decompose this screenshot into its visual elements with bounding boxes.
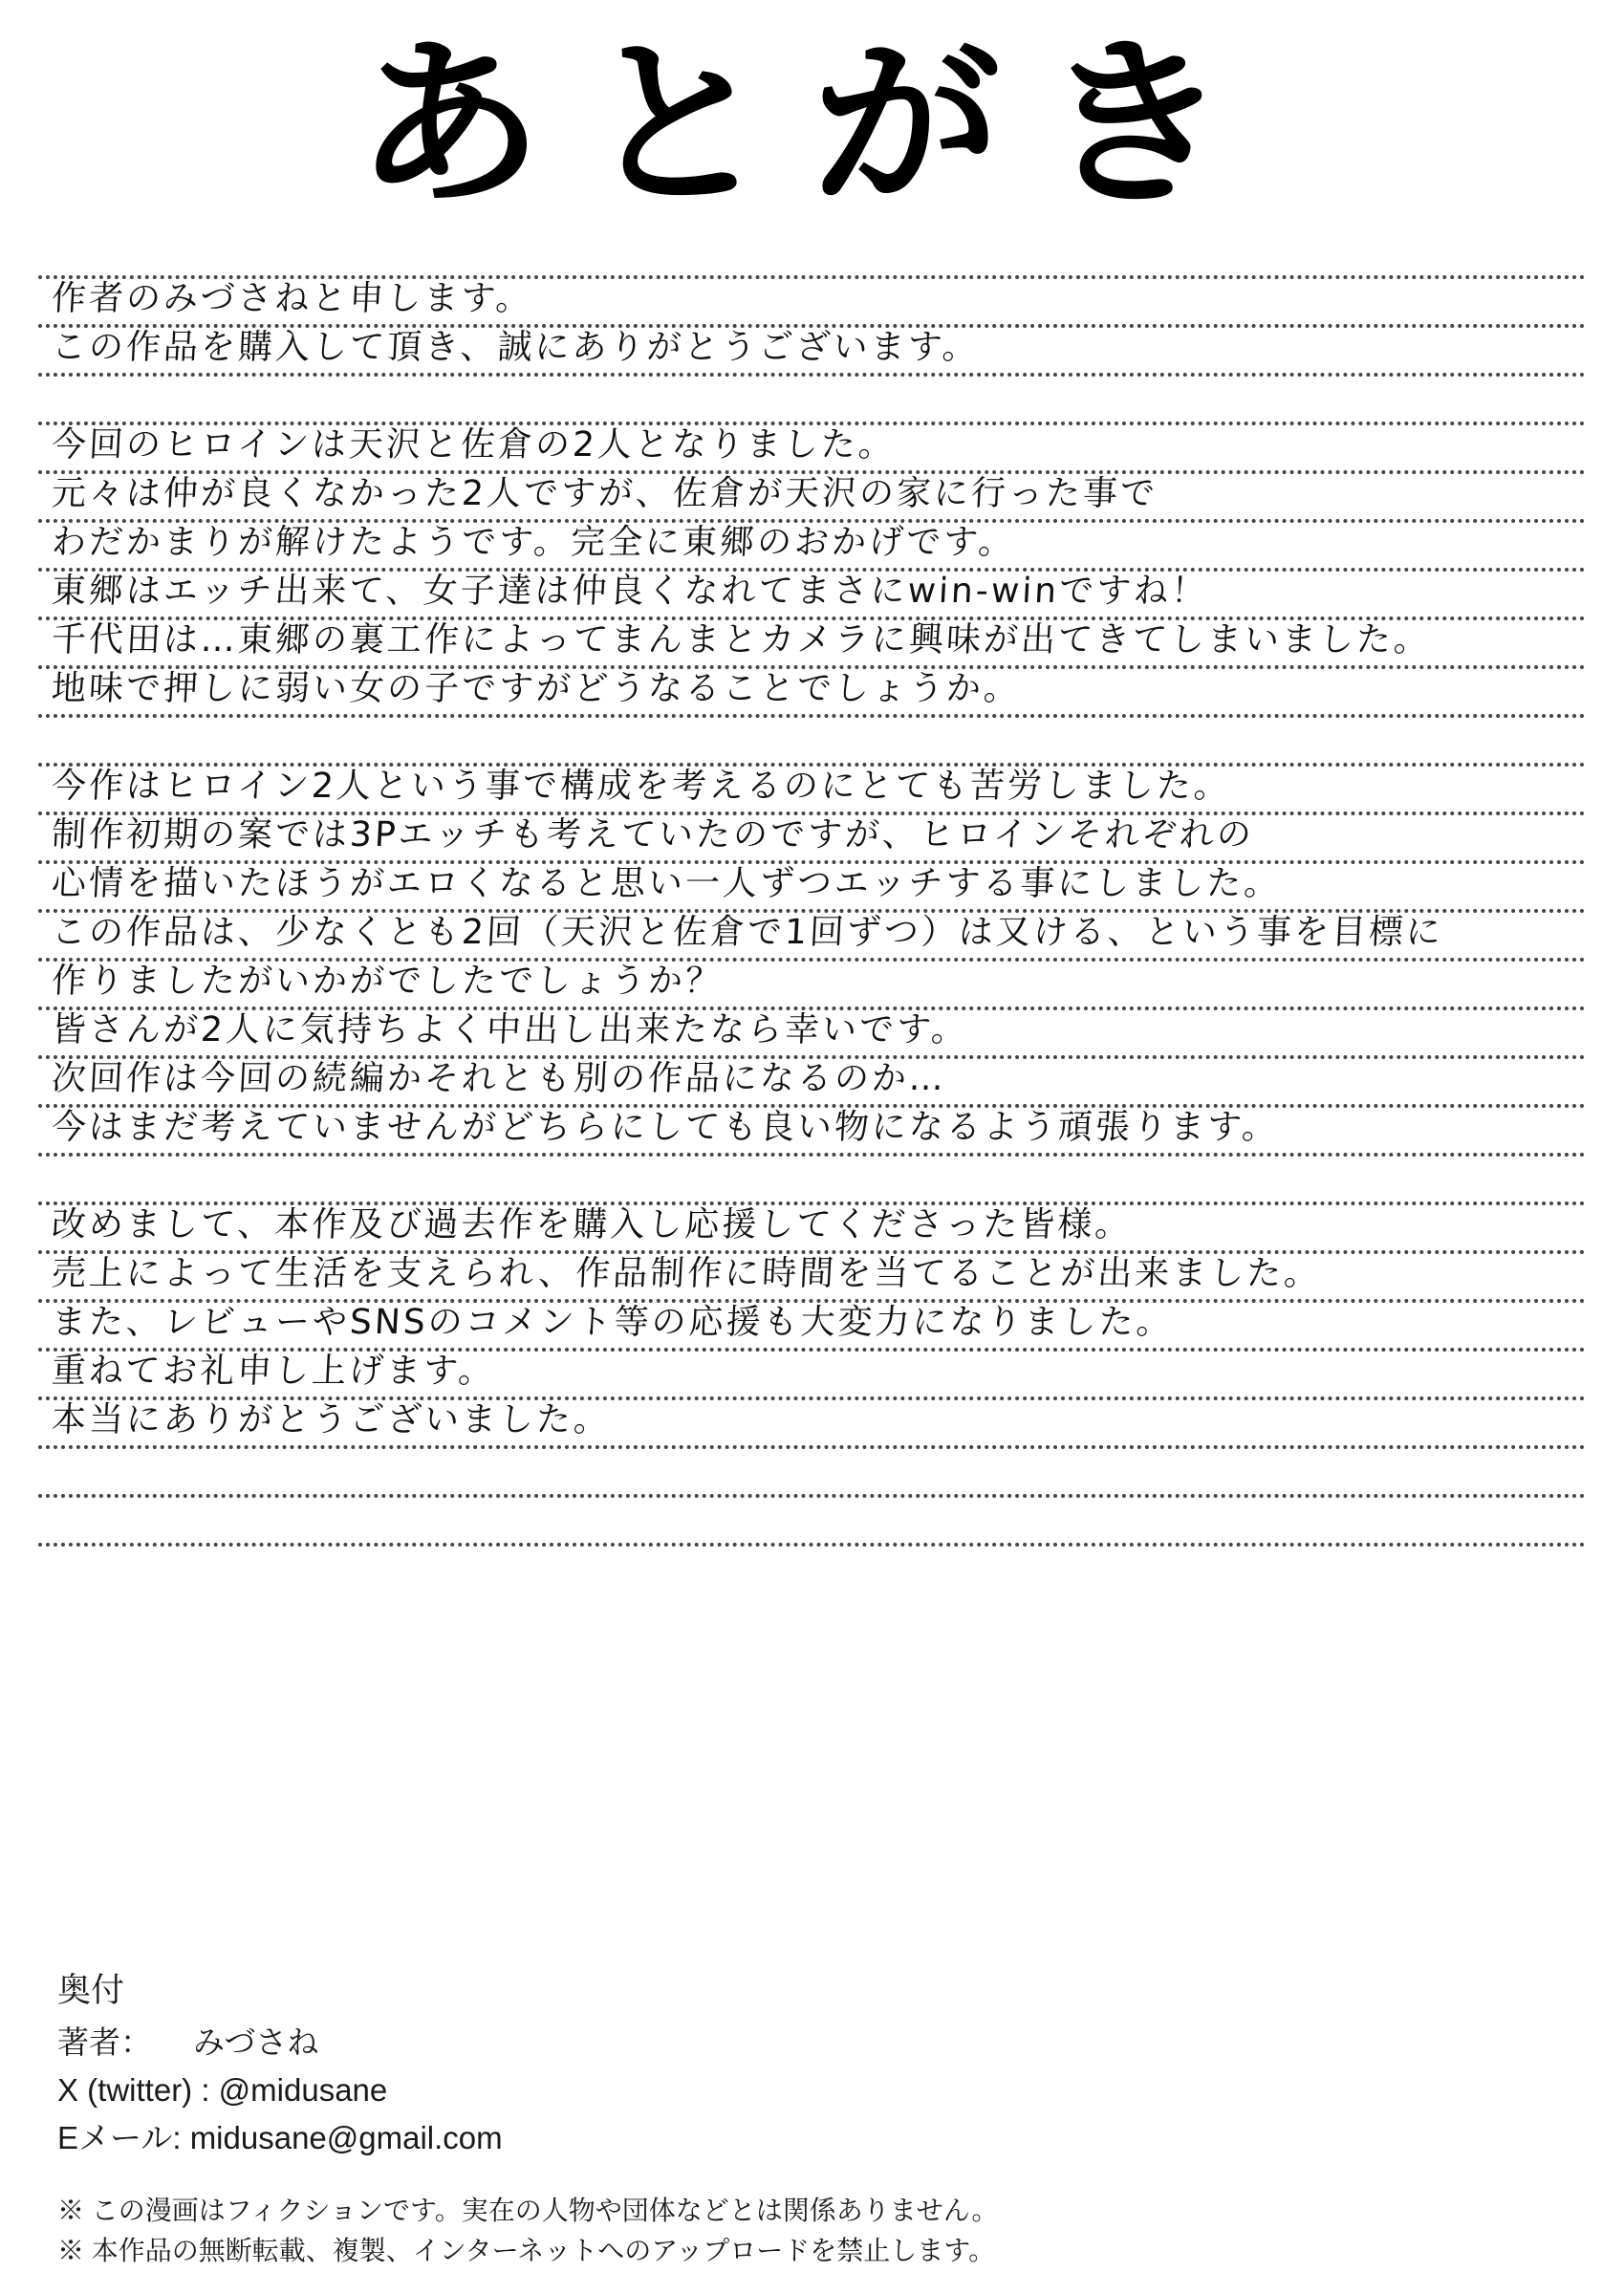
ruled-line [38, 1010, 1586, 1059]
handwritten-line-text: 千代田は…東郷の裏工作によってまんまとカメラに興味が出てきてしまいました。 [50, 620, 1433, 660]
ruled-line [38, 523, 1586, 572]
ruled-line [38, 1400, 1586, 1449]
handwritten-line-text: 今はまだ考えていませんがどちらにしても良い物になるよう頑張ります。 [50, 1108, 1281, 1147]
ruled-line [38, 1059, 1586, 1108]
handwritten-line-text: 作りましたがいかがでしたでしょうか？ [50, 962, 725, 1001]
handwritten-line-text: この作品は、少なくとも2回（天沢と佐倉で1回ずつ）は又ける、という事を目標に [50, 913, 1444, 952]
disclaimer-note-copyright: ※ 本作品の無断転載、複製、インターネットへのアップロードを禁止します。 [57, 2236, 996, 2265]
ruled-note-sheet [38, 230, 1586, 1547]
ruled-line [38, 279, 1586, 328]
twitter-row: X (twitter) : @midusane [57, 2072, 388, 2108]
ruled-line [38, 669, 1586, 718]
handwritten-line-text: わだかまりが解けたようです。完全に東郷のおかげです。 [50, 523, 1017, 562]
handwritten-line-text: 元々は仲が良くなかった2人ですが、佐倉が天沢の家に行った事で [50, 474, 1159, 513]
disclaimer-note-fiction: ※ この漫画はフィクションです。実在の人物や団体などとは関係ありません。 [57, 2196, 999, 2225]
handwritten-line-text: 本当にありがとうございました。 [50, 1400, 613, 1439]
handwritten-line-text: 地味で押しに弱い女の子ですがどうなることでしょうか。 [50, 669, 1023, 708]
ruled-line [38, 815, 1586, 864]
ruled-line [38, 377, 1586, 425]
handwritten-line-text: 重ねてお礼申し上げます。 [50, 1352, 497, 1391]
handwritten-line-text: 心情を描いたほうがエロくなると思い一人ずつエッチする事にしました。 [50, 864, 1283, 903]
ruled-line [38, 1205, 1586, 1254]
ruled-line [38, 474, 1586, 523]
handwritten-line-text: 東郷はエッチ出来て、女子達は仲良くなれてまさにwin-winですね！ [50, 572, 1210, 611]
handwritten-line-text: 次回作は今回の続編かそれとも別の作品になるのか… [50, 1059, 948, 1098]
handwritten-line-text: また、レビューやSNSのコメント等の応援も大変力になりました。 [50, 1303, 1175, 1342]
ruled-line [38, 328, 1586, 377]
ruled-line [38, 620, 1586, 669]
handwritten-line-text: 売上によって生活を支えられ、作品制作に時間を当てることが出来ました。 [50, 1254, 1323, 1293]
author-name: みづさね [193, 2024, 319, 2060]
ruled-line [38, 864, 1586, 913]
disclaimer-notes [57, 2191, 1568, 2271]
ruled-line [38, 1303, 1586, 1352]
ruled-line [38, 1108, 1586, 1157]
author-label: 著者： [57, 2024, 152, 2060]
ruled-line [38, 962, 1586, 1010]
colophon-heading: 奥付 [57, 1972, 125, 2009]
author-row [57, 2019, 1568, 2067]
ruled-line [38, 1157, 1586, 1205]
ruled-line [38, 425, 1586, 474]
ruled-line [38, 767, 1586, 815]
ruled-line [38, 230, 1586, 279]
handwritten-line-text: 皆さんが2人に気持ちよく中出し出来たなら幸いです。 [50, 1010, 970, 1050]
ruled-line [38, 572, 1586, 620]
handwritten-line-text: 改めまして、本作及び過去作を購入し応援してくださった皆様。 [50, 1205, 1134, 1244]
handwritten-line-text: この作品を購入して頂き、誠にありがとうございます。 [50, 328, 981, 367]
email-row: Eメール: midusane@gmail.com [57, 2120, 503, 2155]
afterword-title: あとがき [355, 17, 1269, 230]
ruled-line [38, 718, 1586, 767]
ruled-line [38, 1449, 1586, 1498]
handwritten-line-text: 今回のヒロインは天沢と佐倉の2人となりました。 [50, 425, 897, 465]
handwritten-line-text: 制作初期の案では3Pエッチも考えていたのですが、ヒロインそれぞれの [50, 815, 1255, 855]
ruled-line [38, 1498, 1586, 1547]
ruled-line [38, 913, 1586, 962]
colophon [57, 1969, 1568, 2271]
handwritten-line-text: 作者のみづさねと申します。 [50, 279, 534, 318]
ruled-line [38, 1352, 1586, 1400]
ruled-line [38, 1254, 1586, 1303]
handwritten-line-text: 今作はヒロイン2人という事で構成を考えるのにとても苦労しました。 [50, 767, 1232, 806]
